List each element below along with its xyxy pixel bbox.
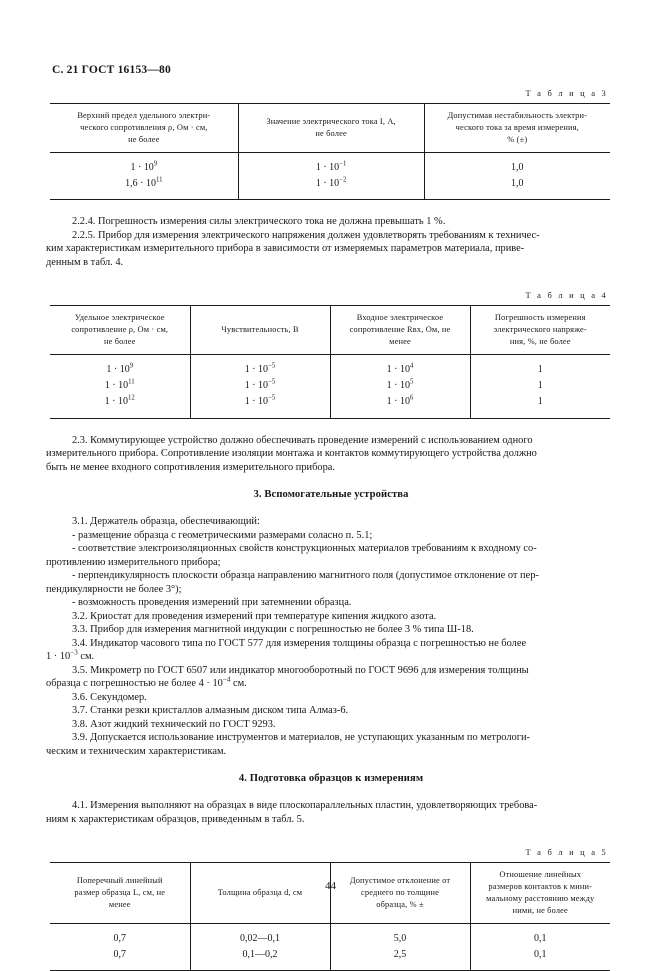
table-row	[50, 354, 610, 378]
table-row	[50, 378, 610, 394]
item-3-6: 3.6. Секундомер.	[72, 691, 147, 703]
item-3-2: 3.2. Криостат для проведения измерений при температуре кипения жидкого азота.	[72, 610, 437, 622]
item-3-5-line-2: образца с погрешностью не более $4 \cdot 10^{-4}$ см.	[46, 675, 247, 690]
table-5-col-1-header: Поперечный линейный размер образца L, см, не менее	[50, 863, 190, 924]
item-3-1-bullet-2-line-2: противлению измерительного прибора;	[46, 556, 221, 568]
paragraph-4-1-line-2: ниям к характеристикам образцов, приведенным в табл. 5.	[46, 813, 305, 825]
page-number: 44	[325, 880, 336, 892]
table-4-col-1-header: Удельное электрическое сопротивление ρ, Ом · см, не более	[50, 306, 190, 355]
table-row	[50, 152, 610, 176]
table-4-r2-c1: $1 \cdot 10^{11}$	[50, 378, 190, 394]
section-heading-3: 3. Вспомогательные устройства	[253, 489, 409, 501]
item-3-3: 3.3. Прибор для измерения магнитной индукции с погрешностью не более 3 % типа Ш-18.	[72, 624, 474, 636]
table-3-r2-c1: $1,6 \cdot 10^{11}$	[50, 176, 238, 199]
item-3-4-line-1: 3.4. Индикатор часового типа по ГОСТ 577 для измерения толщины образца с погрешностью не более	[72, 637, 527, 649]
table-3-r1-c3: 1,0	[424, 152, 610, 176]
table-5-r2-c4: 0,1	[470, 947, 610, 970]
item-3-9-line-1: 3.9. Допускается использование инструментов и материалов, не уступающих указанным по метрологи-	[72, 732, 531, 744]
table-5-r2-c2: 0,1—0,2	[190, 947, 330, 970]
table-4-r3-c4: 1	[470, 394, 610, 417]
table-4-r3-c3: $1 \cdot 10^6$	[330, 394, 470, 417]
table-3-r1-c2: $1 \cdot 10^{-1}$	[238, 152, 424, 176]
table-4-header-row	[50, 306, 610, 355]
running-head: С. 21 ГОСТ 16153—80	[52, 64, 171, 76]
table-4-r2-c4: 1	[470, 378, 610, 394]
paragraph-2-2-4: 2.2.4. Погрешность измерения силы электрического тока не должна превышать 1 %.	[72, 216, 446, 228]
table-5-caption: Т а б л и ц а 5	[525, 847, 608, 858]
page-content	[46, 88, 616, 971]
table-3	[50, 103, 610, 199]
table-5-r1-c2: 0,02—0,1	[190, 924, 330, 948]
table-5	[50, 862, 610, 970]
table-4-col-4-header: Погрешность измерения электрического напряже- ния, %, не более	[470, 306, 610, 355]
paragraph-2-3-line-3: быть не менее входного сопротивления измерительного прибора.	[46, 461, 336, 473]
table-5-r2-c1: 0,7	[50, 947, 190, 970]
paragraph-2-2-5-line-3: денным в табл. 4.	[46, 256, 124, 268]
table-5-r1-c4: 0,1	[470, 924, 610, 948]
table-4-r2-c3: $1 \cdot 10^5$	[330, 378, 470, 394]
item-3-1-bullet-4: - возможность проведения измерений при затемнении образца.	[72, 597, 352, 609]
table-4-r2-c2: $1 \cdot 10^{-5}$	[190, 378, 330, 394]
paragraph-4-1-line-1: 4.1. Измерения выполняют на образцах в виде плоскопараллельных пластин, удовлетворяющих требова-	[72, 800, 538, 812]
table-4-r1-c4: 1	[470, 354, 610, 378]
table-3-r2-c3: 1,0	[424, 176, 610, 199]
item-3-1-bullet-3-line-1: - перпендикулярность плоскости образца направлению магнитного поля (допустимое отклонение от пер-	[72, 570, 539, 582]
table-5-r1-c1: 0,7	[50, 924, 190, 948]
table-3-r2-c2: $1 \cdot 10^{-2}$	[238, 176, 424, 199]
table-3-header-row	[50, 104, 610, 153]
item-3-7: 3.7. Станки резки кристаллов алмазным диском типа Алмаз-6.	[72, 705, 349, 717]
table-row	[50, 176, 610, 199]
paragraph-2-3-line-2: измерительного прибора. Сопротивление изоляции монтажа и контактов коммутирующего устройства должно	[46, 448, 537, 460]
table-4	[50, 305, 610, 417]
item-3-8: 3.8. Азот жидкий технический по ГОСТ 9293.	[72, 718, 276, 730]
item-3-1: 3.1. Держатель образца, обеспечивающий:	[72, 516, 260, 528]
table-4-r1-c2: $1 \cdot 10^{-5}$	[190, 354, 330, 378]
table-5-col-4-header: Отношение линейных размеров контактов к мини- мальному расстоянию между ними, не более	[470, 863, 610, 924]
table-5-col-3-header: Допустимое отклонение от среднего по толщине образца, % ±	[330, 863, 470, 924]
table-4-caption: Т а б л и ц а 4	[525, 290, 608, 301]
table-row	[50, 394, 610, 417]
table-5-col-2-header: Толщина образца d, см	[190, 863, 330, 924]
table-3-r1-c1: $1 \cdot 10^9$	[50, 152, 238, 176]
table-row	[50, 924, 610, 948]
table-5-r1-c3: 5,0	[330, 924, 470, 948]
item-3-1-bullet-1: - размещение образца с геометрическими размерами соласно п. 5.1;	[72, 529, 373, 541]
paragraph-2-2-5-line-2: ким характеристикам измерительного прибора в зависимости от измеряемых параметров материала, приве-	[46, 243, 525, 255]
table-4-col-2-header: Чувствительность, В	[190, 306, 330, 355]
table-3-col-2-header: Значение электрического тока I, А, не более	[238, 104, 424, 153]
table-row	[50, 947, 610, 970]
table-4-r3-c2: $1 \cdot 10^{-5}$	[190, 394, 330, 417]
item-3-1-bullet-3-line-2: пендикулярности не более 3°);	[46, 583, 182, 595]
table-5-r2-c3: 2,5	[330, 947, 470, 970]
item-3-5-line-1: 3.5. Микрометр по ГОСТ 6507 или индикатор многооборотный по ГОСТ 9696 для измерения толщины	[72, 664, 529, 676]
item-3-1-bullet-2-line-1: - соответствие электроизоляционных свойств конструкционных материалов требованиям к входному со-	[72, 543, 537, 555]
table-3-col-1-header: Верхний предел удельного электри- ческого сопротивления ρ, Ом · см, не более	[50, 104, 238, 153]
table-4-r3-c1: $1 \cdot 10^{12}$	[50, 394, 190, 417]
table-5-header-row	[50, 863, 610, 924]
section-heading-4: 4. Подготовка образцов к измерениям	[238, 773, 424, 785]
item-3-9-line-2: ческим и техническим характеристикам.	[46, 745, 227, 757]
table-3-col-3-header: Допустимая нестабильность электри- ческого тока за время измерения, % (±)	[424, 104, 610, 153]
paragraph-2-3-line-1: 2.3. Коммутирующее устройство должно обеспечивать проведение измерений с использованием одного	[72, 434, 533, 446]
table-3-caption: Т а б л и ц а 3	[525, 88, 608, 98]
table-4-r1-c1: $1 \cdot 10^9$	[50, 354, 190, 378]
table-4-col-3-header: Входное электрическое сопротивление Rвх, Ом, не менее	[330, 306, 470, 355]
table-4-r1-c3: $1 \cdot 10^4$	[330, 354, 470, 378]
paragraph-2-2-5-line-1: 2.2.5. Прибор для измерения электрического напряжения должен удовлетворять требованиям к техничес-	[72, 229, 540, 241]
item-3-4-line-2: $1 \cdot 10^{-3}$ см.	[46, 648, 95, 663]
